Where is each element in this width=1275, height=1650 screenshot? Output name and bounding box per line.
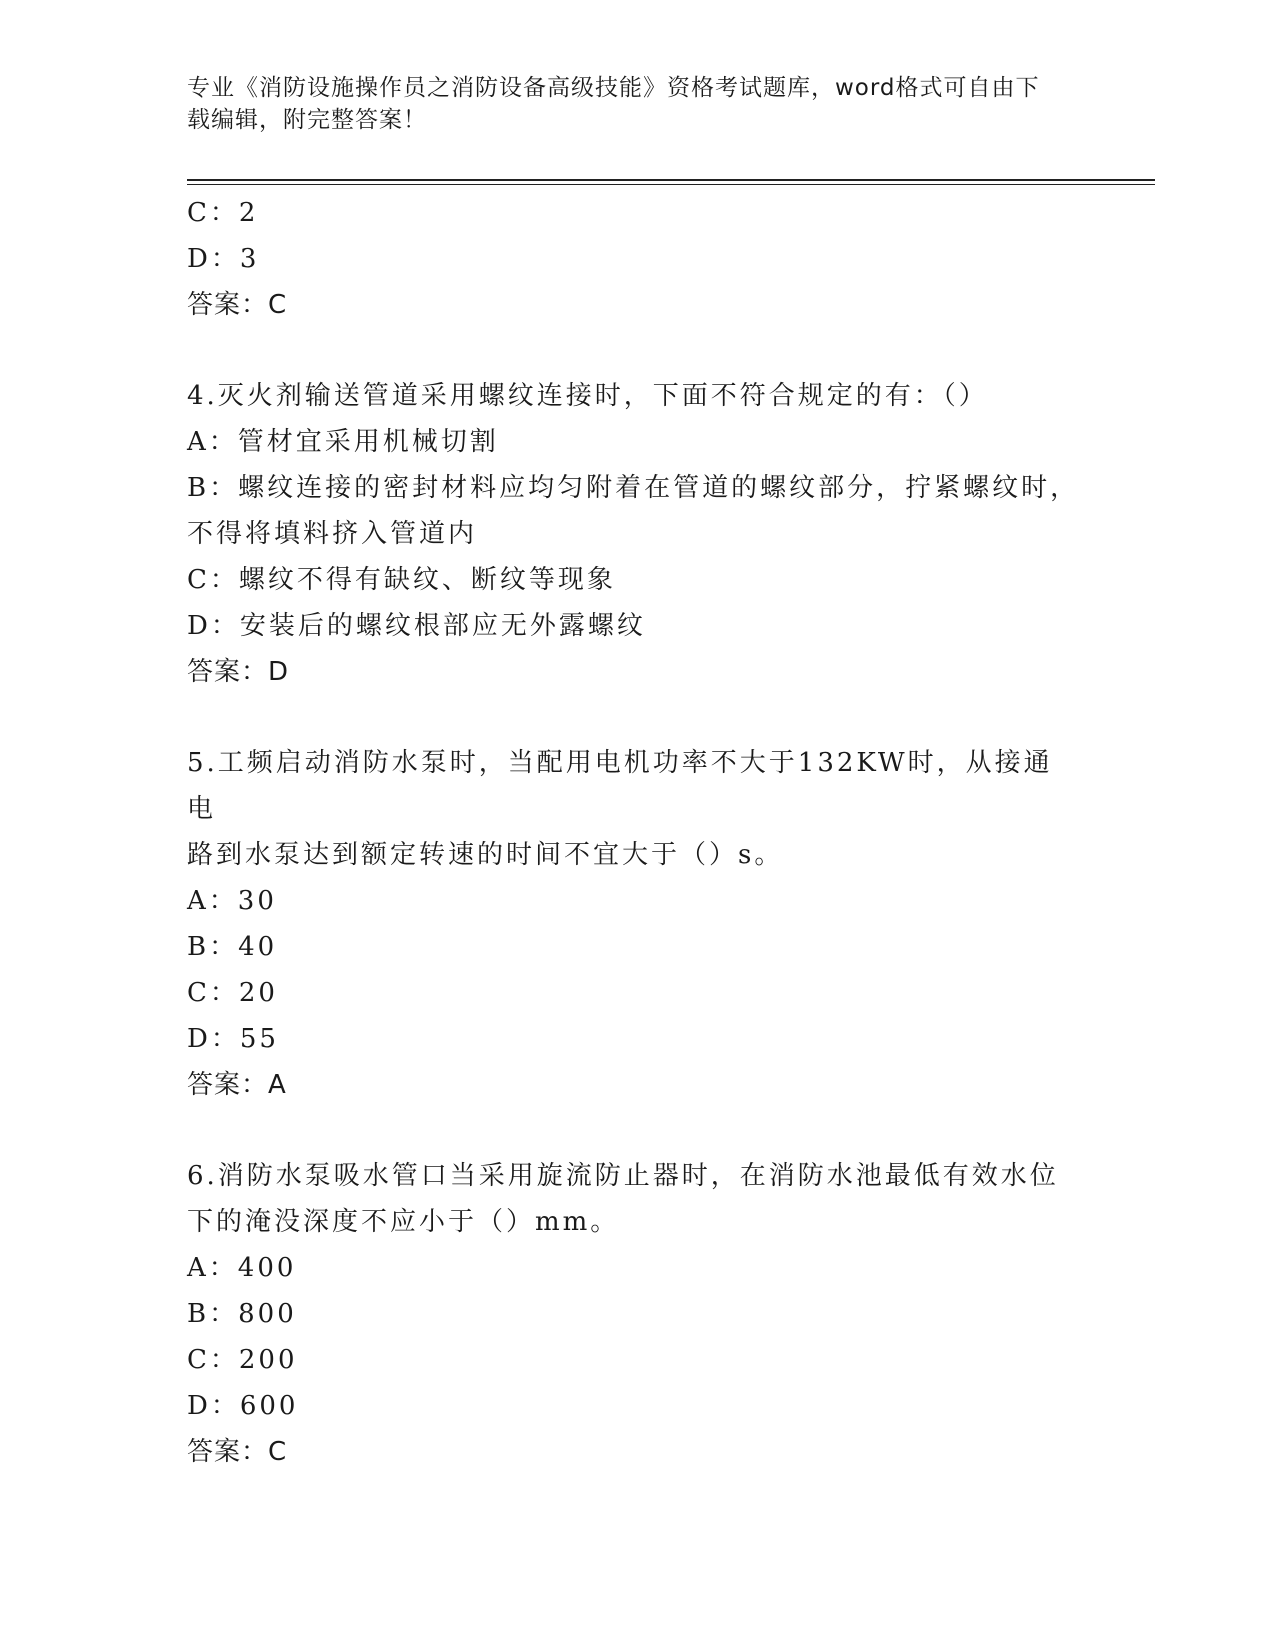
question-6	[187, 1153, 1077, 1475]
q4-answer: 答案：D	[187, 657, 290, 687]
q4-option-a: A：管材宜采用机械切割	[187, 427, 499, 457]
q5-option-a: A：30	[187, 886, 277, 916]
header-line-1: 专业《消防设施操作员之消防设备高级技能》资格考试题库，word格式可自由下	[187, 75, 1040, 101]
q4-option-c: C：螺纹不得有缺纹、断纹等现象	[187, 565, 616, 595]
q5-option-c: C：20	[187, 978, 278, 1008]
q4-option-b-line-1: B：螺纹连接的密封材料应均匀附着在管道的螺纹部分，拧紧螺纹时，	[187, 473, 1080, 503]
question-5	[187, 740, 1077, 1108]
q6-question-line-1: 6.消防水泵吸水管口当采用旋流防止器时，在消防水池最低有效水位	[187, 1161, 1059, 1191]
q6-option-c: C：200	[187, 1345, 298, 1375]
question-list	[187, 190, 1080, 1475]
question-4	[187, 373, 1080, 695]
q5-question-line-2: 路到水泵达到额定转速的时间不宜大于（）s。	[187, 840, 784, 870]
q3-option-c: C：2	[187, 198, 259, 228]
q5-option-b: B：40	[187, 932, 278, 962]
q4-option-b-line-2: 不得将填料挤入管道内	[187, 519, 478, 549]
header-divider-thick	[187, 179, 1155, 181]
q6-question-line-2: 下的淹没深度不应小于（）mm。	[187, 1207, 620, 1237]
q3-option-d: D：3	[187, 244, 260, 274]
q6-option-d: D：600	[187, 1391, 299, 1421]
q6-option-b: B：800	[187, 1299, 297, 1329]
document-header	[187, 72, 1067, 136]
q4-question-text: 4.灭火剂输送管道采用螺纹连接时，下面不符合规定的有：（）	[187, 381, 988, 411]
q4-option-d: D：安装后的螺纹根部应无外露螺纹	[187, 611, 646, 641]
header-divider-thin	[187, 184, 1155, 185]
header-line-2: 载编辑，附完整答案！	[187, 107, 427, 133]
q5-option-d: D：55	[187, 1024, 279, 1054]
q3-answer: 答案：C	[187, 290, 288, 320]
q6-answer: 答案：C	[187, 1437, 288, 1467]
q5-answer: 答案：A	[187, 1070, 287, 1100]
question-3	[187, 190, 1077, 328]
q6-option-a: A：400	[187, 1253, 297, 1283]
q5-question-line-1: 5.工频启动消防水泵时，当配用电机功率不大于132KW时，从接通电	[187, 748, 1053, 824]
